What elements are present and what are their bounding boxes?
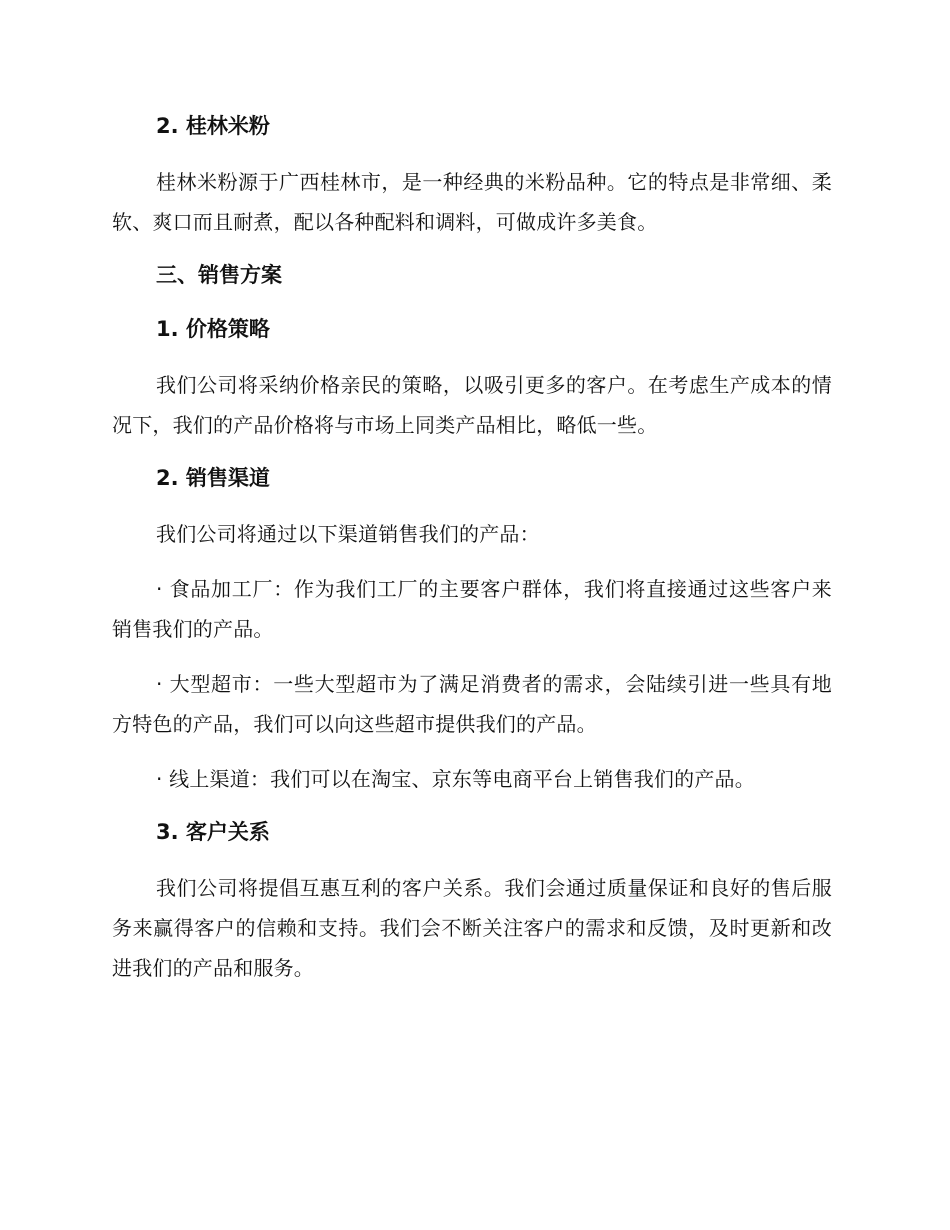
section-heading-price-strategy: 1. 价格策略 (156, 317, 270, 341)
bullet-supermarket: · 大型超市：一些大型超市为了满足消费者的需求，会陆续引进一些具有地方特色的产品，我们可以向这些超市提供我们的产品。 (112, 672, 832, 736)
section-heading-sales-plan: 三、销售方案 (156, 263, 282, 287)
bullet-online-channel: · 线上渠道：我们可以在淘宝、京东等电商平台上销售我们的产品。 (156, 767, 755, 791)
section-heading-customer-relations: 3. 客户关系 (156, 820, 270, 844)
paragraph-channels-intro: 我们公司将通过以下渠道销售我们的产品： (156, 522, 540, 546)
section-heading-guilin-rice-noodle: 2. 桂林米粉 (156, 114, 270, 138)
document-content (112, 108, 832, 1003)
paragraph-price-strategy: 我们公司将采纳价格亲民的策略，以吸引更多的客户。在考虑生产成本的情况下，我们的产品价格将与市场上同类产品相比，略低一些。 (112, 373, 832, 437)
bullet-food-factory: · 食品加工厂：作为我们工厂的主要客户群体，我们将直接通过这些客户来销售我们的产品。 (112, 577, 832, 641)
section-heading-sales-channels: 2. 销售渠道 (156, 466, 270, 490)
paragraph-customer-relations: 我们公司将提倡互惠互利的客户关系。我们会通过质量保证和良好的售后服务来赢得客户的信赖和支持。我们会不断关注客户的需求和反馈，及时更新和改进我们的产品和服务。 (112, 876, 832, 980)
paragraph-guilin-description: 桂林米粉源于广西桂林市，是一种经典的米粉品种。它的特点是非常细、柔软、爽口而且耐煮，配以各种配料和调料，可做成许多美食。 (112, 170, 832, 234)
